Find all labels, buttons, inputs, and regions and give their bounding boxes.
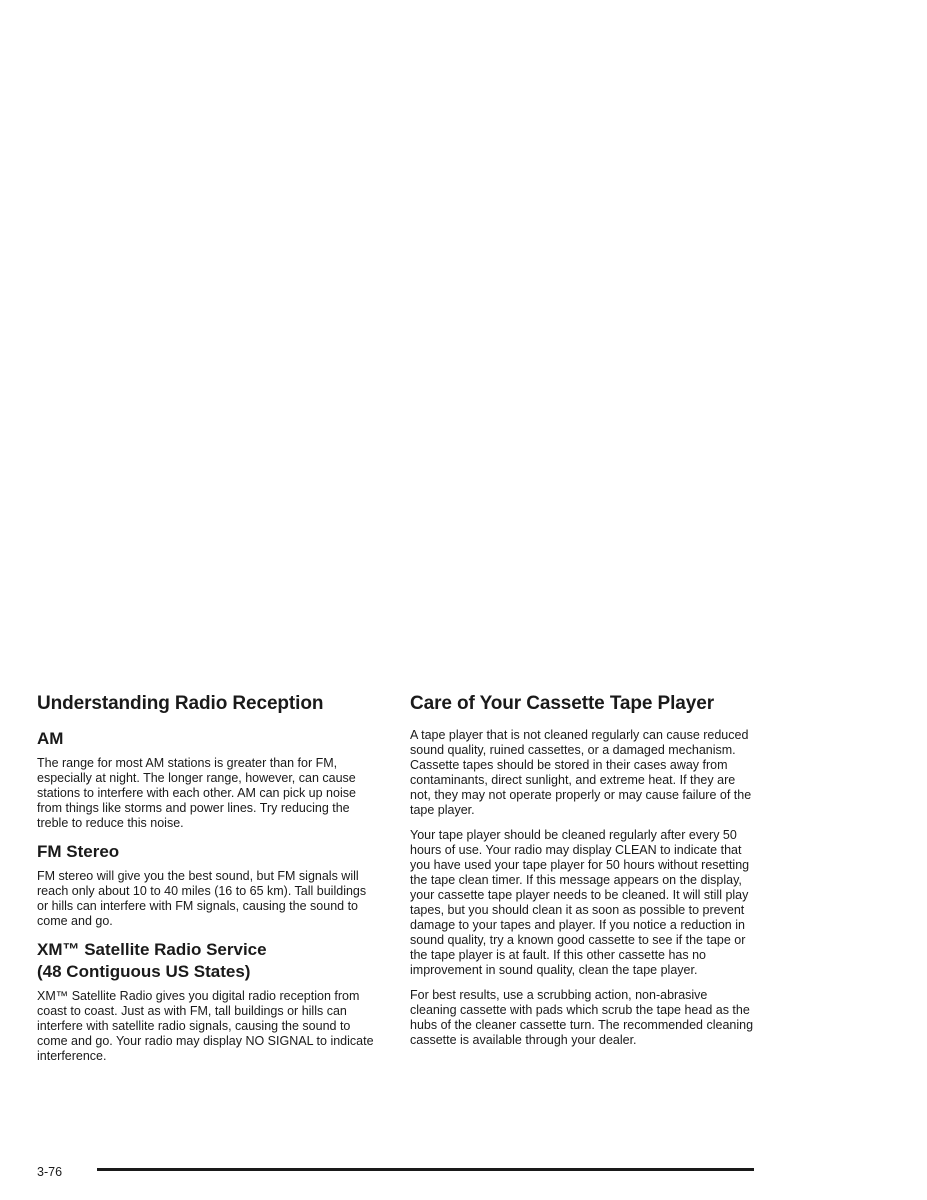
cassette-paragraph-1: A tape player that is not cleaned regularly can cause reduced sound quality, ruined cassettes, or a damaged mechanism. Cassette tapes should be stored in their cases away from contaminants, direct sunlight, and extreme heat. If they are not, they may not operate properly or may cause failure of the tape player.: [410, 728, 752, 817]
section-title-cassette-care: Care of Your Cassette Tape Player: [410, 693, 714, 714]
cassette-paragraph-2: Your tape player should be cleaned regularly after every 50 hours of use. Your radio may display CLEAN to indicate that you have used your tape player for 50 hours without resetting the tape clean timer. If this message appears on the display, your cassette tape player needs to be cleaned. It will still play tapes, but you should clean it as soon as possible to prevent damage to your tapes and player. If you notice a reduction in sound quality, try a known good cassette to see if the tape or the tape player is at fault. If this other cassette has no improvement in sound quality, clean the tape player.: [410, 828, 750, 977]
fm-stereo-heading: FM Stereo: [37, 842, 120, 861]
cassette-paragraph-3: For best results, use a scrubbing action, non-abrasive cleaning cassette with pads which scrub the tape head as the hubs of the cleaner cassette turn. The recommended cleaning cassette is available through your dealer.: [410, 988, 754, 1047]
xm-satellite-paragraph: XM™ Satellite Radio gives you digital radio reception from coast to coast. Just as with FM, tall buildings or hills can interfere with satellite radio signals, causing the sound to come and go. Your radio may display NO SIGNAL to indicate interference.: [37, 989, 374, 1063]
left-column: [37, 692, 379, 1074]
page-number: 3-76: [37, 1165, 63, 1179]
xm-heading-line-2: (48 Contiguous US States): [37, 962, 251, 981]
fm-stereo-paragraph: FM stereo will give you the best sound, but FM signals will reach only about 10 to 40 miles (16 to 65 km). Tall buildings or hills can interfere with FM signals, causing the sound to come and go.: [37, 869, 367, 928]
xm-satellite-section: [37, 939, 379, 1064]
xm-satellite-heading: [37, 939, 379, 983]
footer-divider: [97, 1168, 754, 1171]
fm-stereo-section: [37, 841, 379, 929]
am-section: [37, 728, 379, 831]
xm-heading-line-1: XM™ Satellite Radio Service: [37, 940, 267, 959]
right-column: [410, 692, 755, 1058]
am-paragraph: The range for most AM stations is greater than for FM, especially at night. The longer range, however, can cause stations to interfere with each other. AM can pick up noise from things like storms and power lines. Try reducing the treble to reduce this noise.: [37, 756, 356, 830]
am-heading: AM: [37, 729, 64, 748]
section-title-radio-reception: Understanding Radio Reception: [37, 693, 324, 714]
